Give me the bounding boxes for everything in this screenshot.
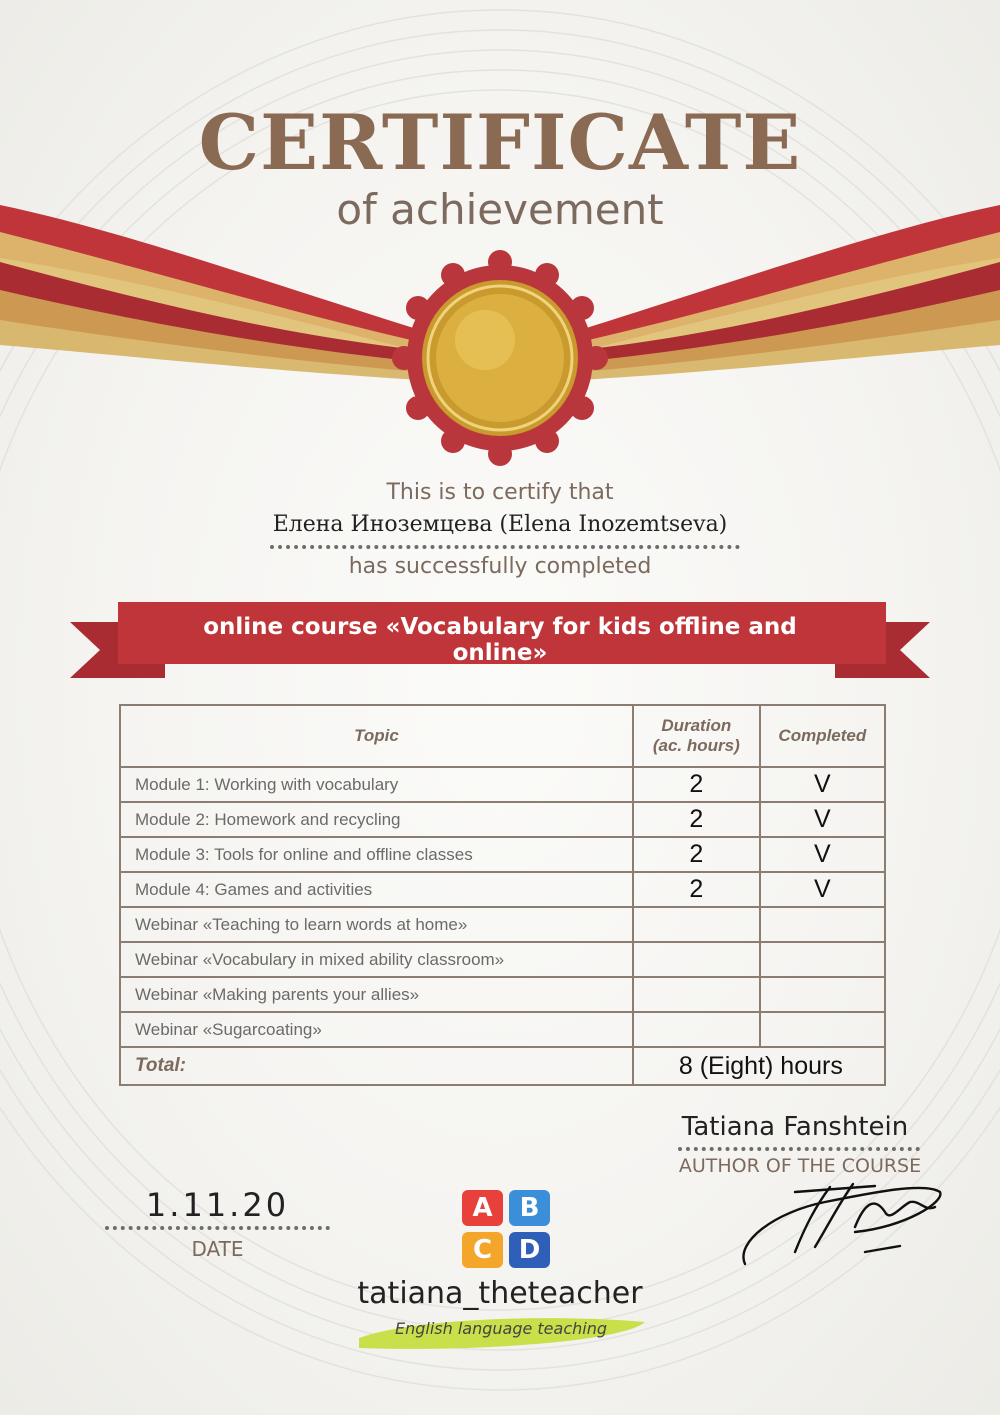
header-duration-line1: Duration [661, 716, 732, 735]
row-topic: Webinar «Sugarcoating» [120, 1012, 633, 1047]
row-topic: Module 4: Games and activities [120, 872, 633, 907]
course-table [119, 704, 886, 1086]
table-row [120, 837, 885, 872]
signer-name: Tatiana Fanshtein [681, 1112, 909, 1142]
header-topic: Topic [120, 705, 633, 767]
row-completed [760, 942, 885, 977]
row-completed: V [760, 837, 885, 872]
row-topic: Module 1: Working with vocabulary [120, 767, 633, 802]
brand-name: tatiana_theteacher [357, 1276, 643, 1311]
header-duration [633, 705, 760, 767]
row-topic: Module 2: Homework and recycling [120, 802, 633, 837]
total-label: Total: [120, 1047, 633, 1085]
row-topic: Module 3: Tools for online and offline classes [120, 837, 633, 872]
row-completed [760, 977, 885, 1012]
certificate-subtitle: of achievement [336, 185, 664, 234]
row-duration [633, 1012, 760, 1047]
row-duration: 2 [633, 872, 760, 907]
header-completed: Completed [760, 705, 885, 767]
table-row [120, 767, 885, 802]
row-completed: V [760, 767, 885, 802]
signer-dotted-line [678, 1147, 920, 1151]
brand-tagline: English language teaching [394, 1319, 608, 1338]
recipient-name: Елена Иноземцева (Elena Inozemtseva) [272, 512, 728, 537]
total-value: 8 (Eight) hours [633, 1047, 885, 1085]
header-duration-line2: (ac. hours) [652, 736, 740, 755]
table-row [120, 942, 885, 977]
handwritten-signature [735, 1172, 950, 1272]
table-row [120, 907, 885, 942]
abcd-logo [462, 1190, 552, 1268]
logo-block-b: B [509, 1190, 550, 1226]
row-topic: Webinar «Vocabulary in mixed ability classroom» [120, 942, 633, 977]
row-completed: V [760, 802, 885, 837]
row-topic: Webinar «Teaching to learn words at home» [120, 907, 633, 942]
table-row [120, 802, 885, 837]
total-row [120, 1047, 885, 1085]
logo-block-a: A [462, 1190, 503, 1226]
table-header-row [120, 705, 885, 767]
table-row [120, 872, 885, 907]
recipient-dotted-line [270, 545, 740, 549]
row-duration [633, 907, 760, 942]
course-title: online course «Vocabulary for kids offline and online» [203, 614, 797, 666]
logo-block-c: C [462, 1232, 503, 1268]
row-duration [633, 942, 760, 977]
date-value: 1.11.20 [145, 1186, 290, 1224]
table-row [120, 977, 885, 1012]
row-completed: V [760, 872, 885, 907]
gold-seal [392, 250, 608, 466]
row-completed [760, 1012, 885, 1047]
signer-role: AUTHOR OF THE COURSE [678, 1155, 922, 1177]
date-label: DATE [191, 1237, 244, 1261]
row-topic: Webinar «Making parents your allies» [120, 977, 633, 1012]
table-row [120, 1012, 885, 1047]
row-duration: 2 [633, 767, 760, 802]
row-duration [633, 977, 760, 1012]
completed-text: has successfully completed [348, 554, 652, 579]
row-completed [760, 907, 885, 942]
row-duration: 2 [633, 837, 760, 872]
certify-text: This is to certify that [386, 480, 614, 505]
row-duration: 2 [633, 802, 760, 837]
date-dotted-line [105, 1226, 330, 1230]
logo-block-d: D [509, 1232, 550, 1268]
certificate-title: CERTIFICATE [198, 98, 802, 187]
